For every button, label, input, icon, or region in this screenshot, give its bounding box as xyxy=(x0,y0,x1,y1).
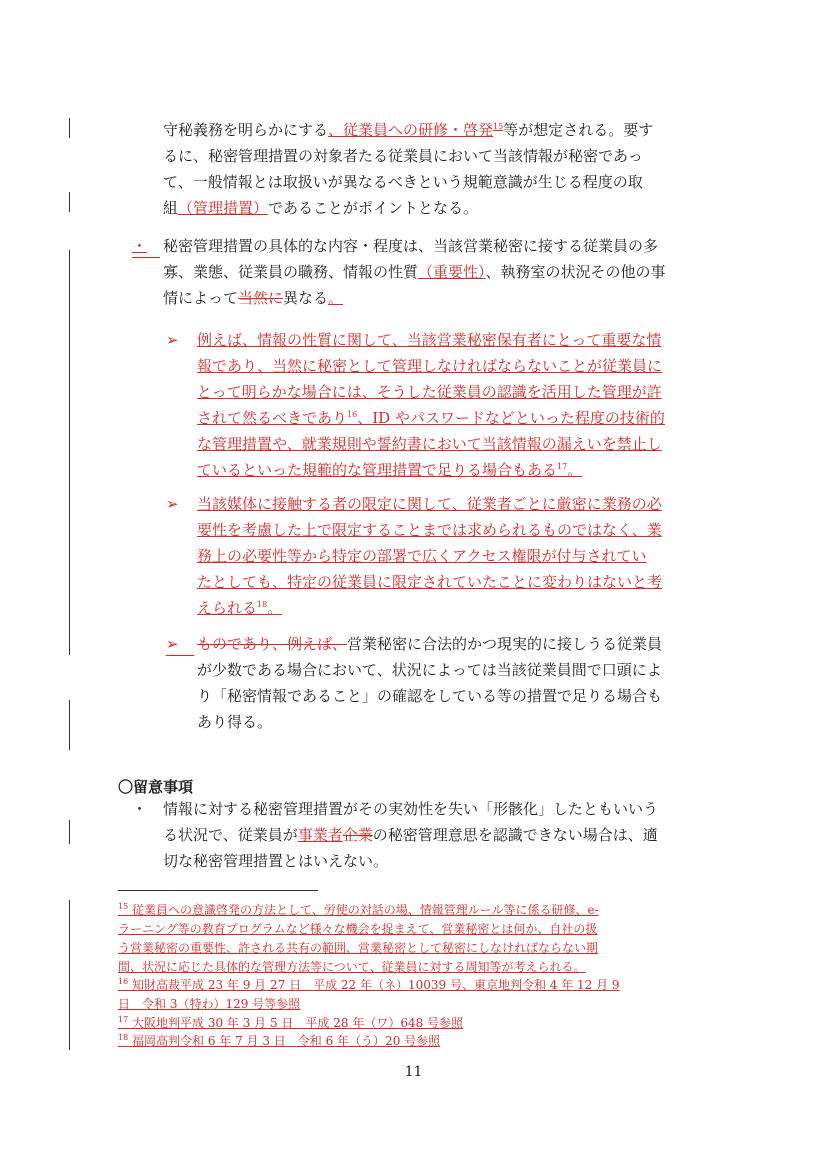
footnote-text: 知財高裁平成 23 年 9 月 27 日 平成 22 年（ネ）10039 号、東京地判令和 4 年 12 月 9 xyxy=(128,978,620,992)
inserted-line: 当該媒体に接触する者の限定に関して、従業者ごとに厳密に業務の必 xyxy=(197,495,662,513)
text-line: あり得る。 xyxy=(197,713,273,731)
inserted-line: な管理措置や、就業規則や誓約書において当該情報の漏えいを禁止し xyxy=(197,435,662,453)
bullet-marker: ・ xyxy=(132,237,148,255)
text: 、ID やパスワードなどといった程度の技術的 xyxy=(357,409,665,427)
inserted-text: 。 xyxy=(328,289,344,307)
bullet-underline xyxy=(132,257,160,258)
arrow-bullet-icon: ➢ xyxy=(166,331,179,349)
text: 情によって xyxy=(163,289,239,307)
inserted-text: 事業者 xyxy=(297,826,343,844)
change-bar xyxy=(69,118,70,138)
text: 。 xyxy=(267,599,283,617)
text: されて然るべきであり xyxy=(197,409,348,427)
change-bar xyxy=(69,700,70,750)
footnote-15 xyxy=(118,902,599,919)
text: 組 xyxy=(163,199,179,217)
arrow-bullet-icon: ➢ xyxy=(166,635,179,653)
change-bar xyxy=(69,250,70,655)
text-line: 秘密管理措置の具体的な内容・程度は、当該営業秘密に接する従業員の多 xyxy=(163,237,659,255)
inserted-line: 要性を考慮した上で限定することまでは求められるものではなく、業 xyxy=(197,521,662,539)
deleted-text: 当然に xyxy=(238,289,284,307)
footnote-number: 18 xyxy=(118,1033,129,1042)
text-line: 情報に対する秘密管理措置がその実効性を失い「形骸化」したともいいう xyxy=(163,800,659,818)
text: 営業秘密に合法的かつ現実的に接しうる従業員 xyxy=(347,635,663,653)
text: えられる xyxy=(197,599,258,617)
change-bar xyxy=(69,192,70,212)
inserted-text: 、従業員への研修・啓発 xyxy=(328,121,494,139)
footnote-16-line-2: 日 令和 3（特わ）129 号等参照 xyxy=(118,997,301,1011)
footnote-15-line-2: ラーニング等の教育プログラムなど様々な機会を捉まえて、営業秘密とは何か、自社の扱 xyxy=(118,922,598,936)
text: 等が想定される。要す xyxy=(503,121,654,139)
inserted-text: （管理措置） xyxy=(178,199,269,217)
inserted-line: たとしても、特定の従業員に限定されていたことに変わりはないと考 xyxy=(197,573,663,591)
page-number: 11 xyxy=(404,1064,423,1080)
arrow-item-3 xyxy=(197,631,662,735)
bullet-paragraph xyxy=(163,233,666,311)
footnote-ref[interactable]: 17 xyxy=(557,462,568,471)
notes-paragraph xyxy=(163,796,658,874)
text: 寡、業態、従業員の職務、情報の性質 xyxy=(163,263,419,281)
arrow-bullet-icon: ➢ xyxy=(166,495,179,513)
inserted-text: （重要性） xyxy=(418,263,486,281)
section-heading: 〇留意事項 xyxy=(118,778,194,796)
text: 異なる xyxy=(283,289,329,307)
arrow-item-1 xyxy=(197,327,665,483)
text: の秘密管理意思を認識できない場合は、適 xyxy=(372,826,658,844)
text: 、執務室の状況その他の事 xyxy=(485,263,666,281)
inserted-line: 例えば、情報の性質に関して、当該営業秘密保有者にとって重要な情 xyxy=(197,331,662,349)
paragraph-continuation xyxy=(163,117,653,221)
footnote-15-line-3: う営業秘密の重要性、許される共有の範囲、営業秘密として秘密にしなければならない期 xyxy=(118,941,599,955)
text: 守秘義務を明らかにする xyxy=(163,121,329,139)
footnote-number: 15 xyxy=(118,902,129,911)
bullet-marker: ・ xyxy=(132,800,148,818)
footnote-16 xyxy=(118,977,620,994)
text: 。 xyxy=(567,461,583,479)
inserted-line: 務上の必要性等から特定の部署で広くアクセス権限が付与されてい xyxy=(197,547,647,565)
change-bar xyxy=(69,900,70,1050)
text-line: り「秘密情報であること」の確認をしている等の措置で足りる場合も xyxy=(197,687,663,705)
footnote-ref[interactable]: 18 xyxy=(257,600,268,609)
marker-underline xyxy=(166,655,194,656)
text: る状況で、従業員が xyxy=(163,826,298,844)
footnote-text: 大阪地判平成 30 年 3 月 5 日 平成 28 年（ワ）648 号参照 xyxy=(128,1016,464,1030)
inserted-line: 報であり、当然に秘密として管理しなければならないことが従業員に xyxy=(197,357,663,375)
footnote-18 xyxy=(118,1033,440,1050)
footnote-15-line-4: 間、状況に応じた具体的な管理方法等について、従業員に対する周知等が考えられる。 xyxy=(118,960,586,974)
change-bar xyxy=(69,820,70,844)
footnote-ref[interactable]: 16 xyxy=(347,410,358,419)
text-line: て、一般情報とは取扱いが異なるべきという規範意識が生じる程度の取 xyxy=(163,173,643,191)
deleted-text: 企業 xyxy=(342,826,373,844)
text: ているといった規範的な管理措置で足りる場合もある xyxy=(197,461,558,479)
footnote-number: 17 xyxy=(118,1015,129,1024)
footnote-text: 従業員への意識啓発の方法として、労使の対話の場、情報管理ルール等に係る研修、e- xyxy=(128,903,599,917)
footnote-text: 福岡高判令和 6 年 7 月 3 日 令和 6 年（う）20 号参照 xyxy=(128,1034,441,1048)
inserted-line: とって明らかな場合には、そうした従業員の認識を活用した管理が許 xyxy=(197,383,662,401)
text-line: るに、秘密管理措置の対象者たる従業員において当該情報が秘密であっ xyxy=(163,147,643,165)
text: であることがポイントとなる。 xyxy=(268,199,479,217)
footnote-number: 16 xyxy=(118,977,129,986)
text-line: が少数である場合において、状況によっては当該従業員間で口頭によ xyxy=(197,661,662,679)
arrow-item-2 xyxy=(197,491,662,621)
footnote-17 xyxy=(118,1015,463,1032)
deleted-text: ものであり、例えば、 xyxy=(197,635,348,653)
footnote-separator xyxy=(118,890,318,891)
text-line: 切な秘密管理措置とはいえない。 xyxy=(163,852,389,870)
footnote-ref[interactable]: 15 xyxy=(493,122,504,131)
